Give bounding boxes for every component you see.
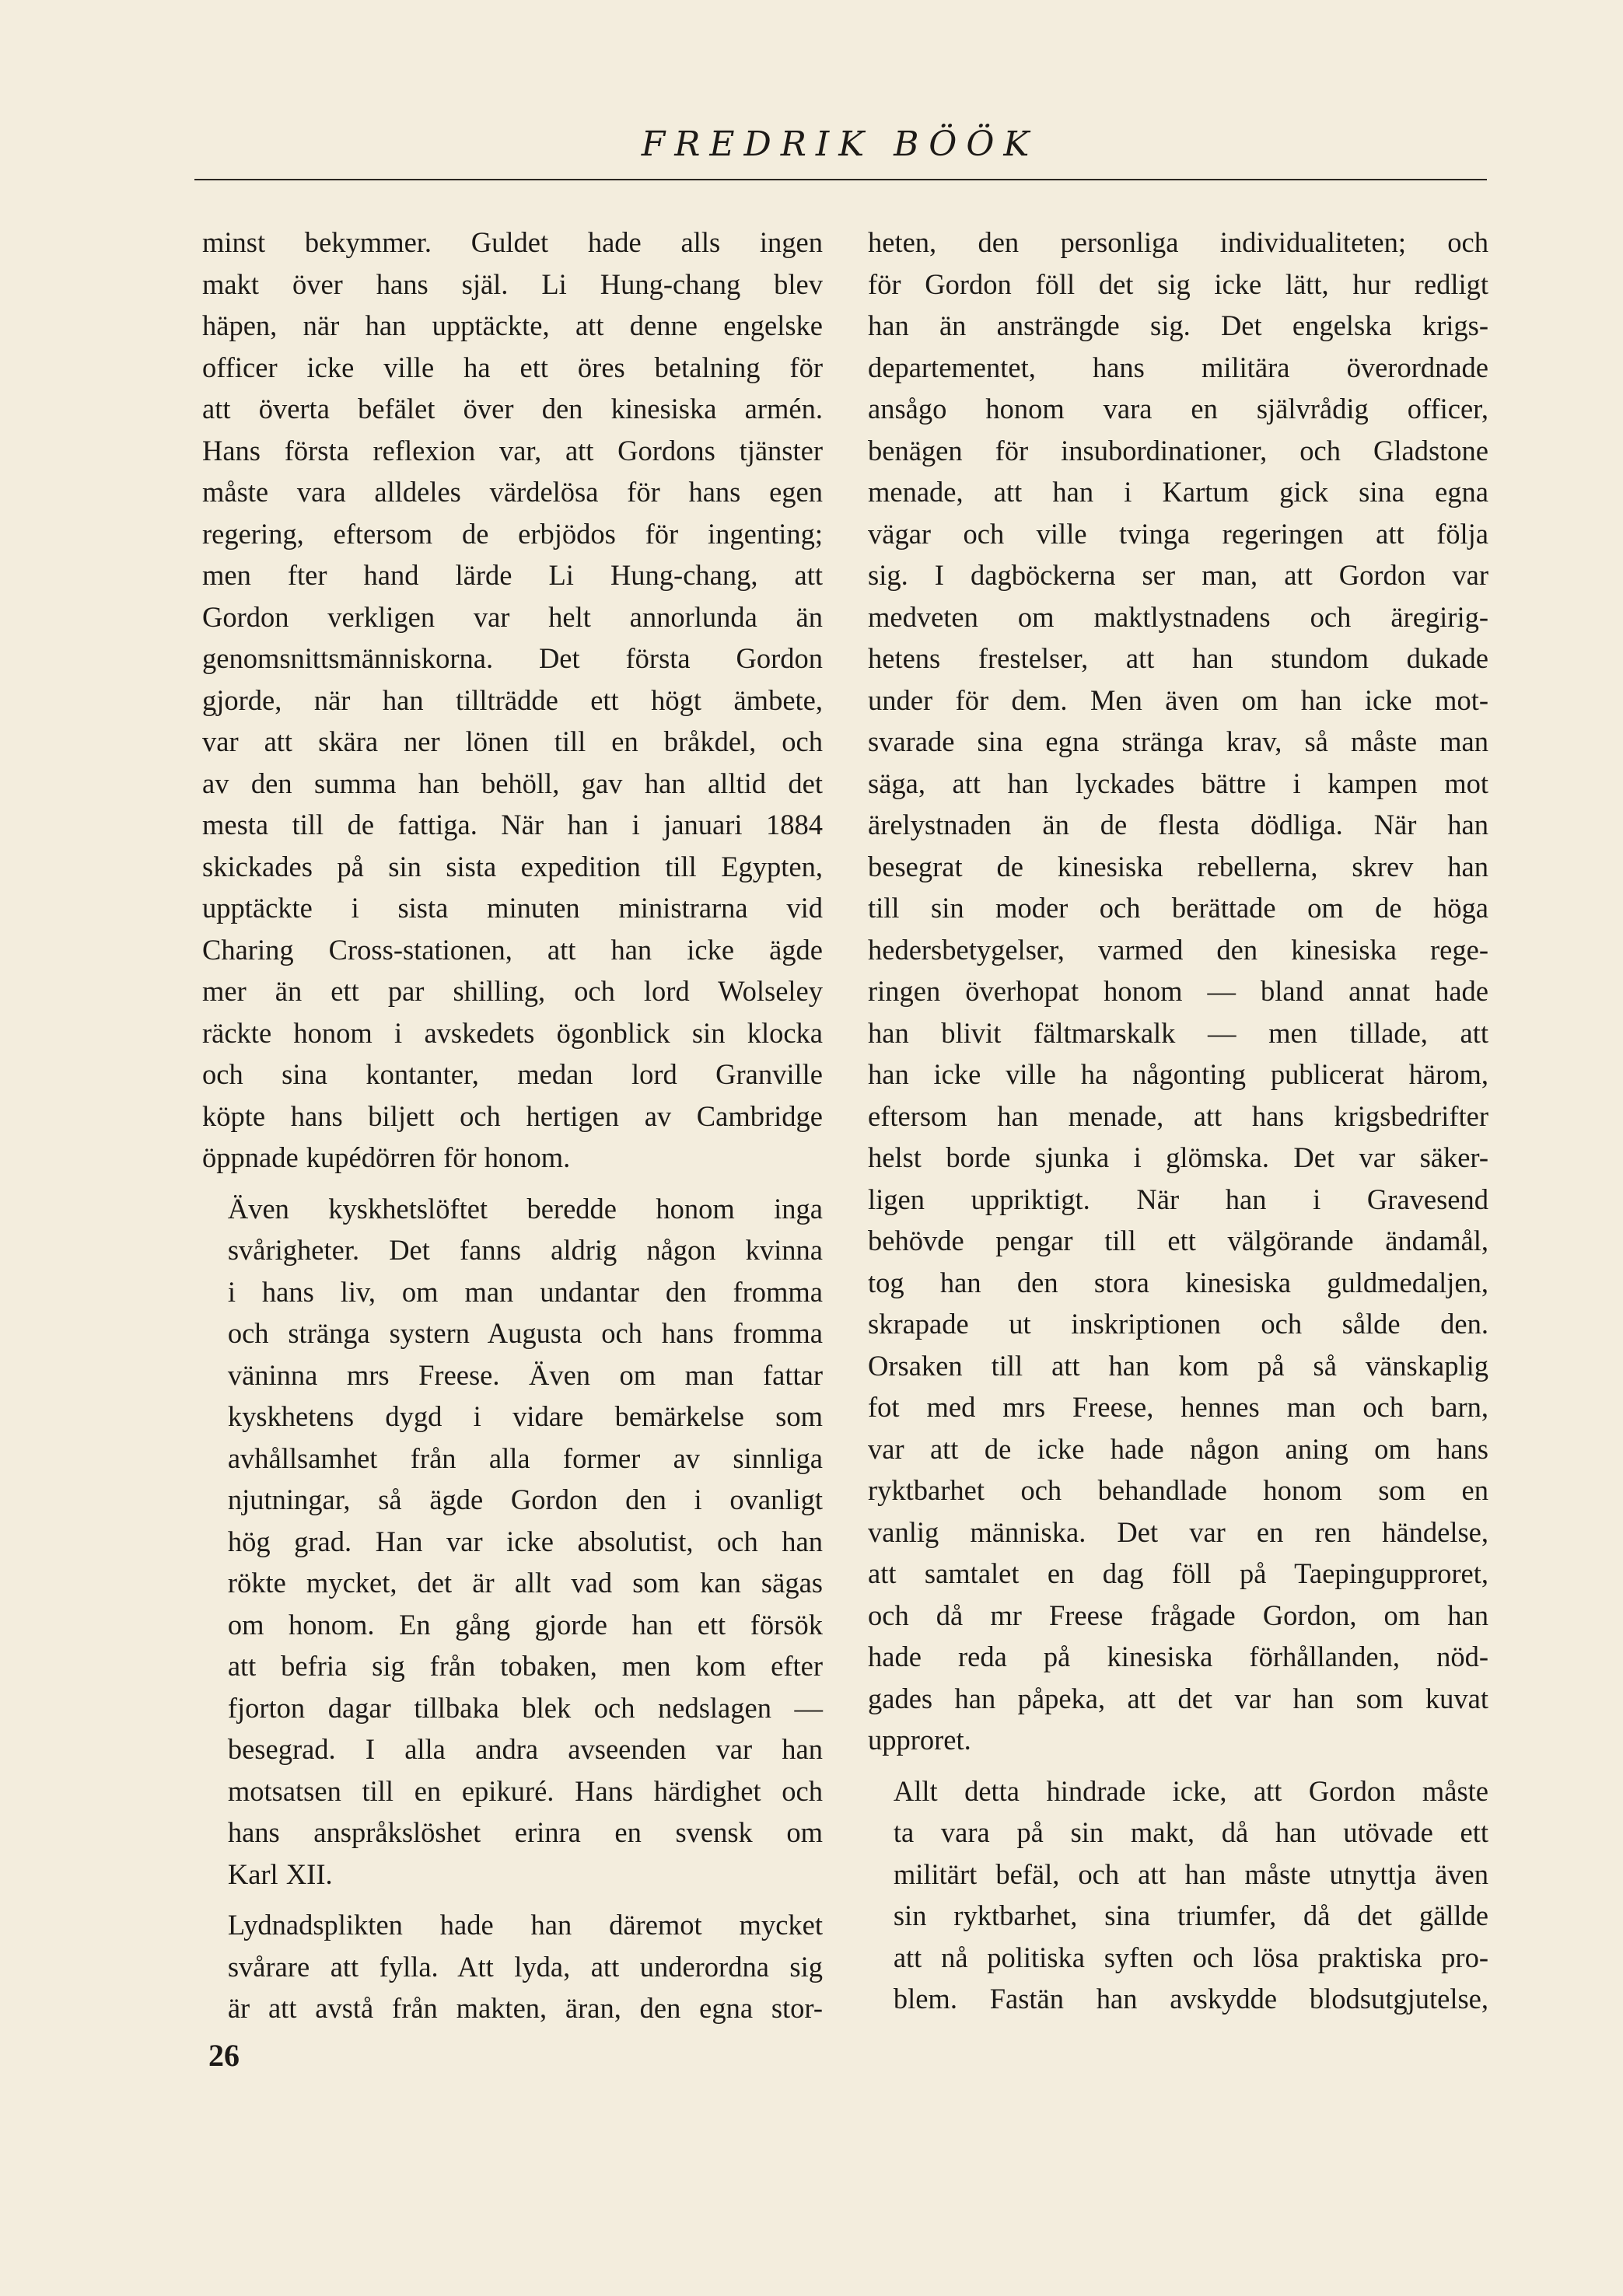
text-line: är att avstå från makten, äran, den egna stor- [227, 1992, 823, 2024]
text-line: Gordon verkligen var helt annorlunda än [202, 600, 823, 633]
text-line: Karl XII. [227, 1857, 333, 1890]
page-number: 26 [208, 2038, 240, 2073]
text-line: sig. I dagböckerna ser man, att Gordon var [868, 559, 1488, 591]
text-line: officer icke ville ha ett öres betalning för [202, 351, 823, 383]
text-line: hade reda på kinesiska förhållanden, nöd- [868, 1641, 1488, 1672]
text-line: han än ansträngde sig. Det engelska krigs- [868, 309, 1488, 341]
text-line: hög grad. Han var icke absolutist, och han [227, 1525, 823, 1557]
text-line: rökte mycket, det är allt vad som kan sägas [227, 1567, 823, 1599]
text-line: njutningar, så ägde Gordon den i ovanligt [227, 1483, 823, 1515]
text-line: sin ryktbarhet, sina triumfer, då det gällde [893, 1899, 1488, 1931]
text-line: om honom. En gång gjorde han ett försök [227, 1608, 823, 1641]
text-line: han icke ville ha någonting publicerat härom, [868, 1058, 1488, 1090]
text-line: att nå politiska syften och lösa praktiska pro- [893, 1941, 1488, 1973]
left-column [202, 222, 823, 2029]
text-line: hedersbetygelser, varmed den kinesiska rege- [868, 933, 1488, 966]
text-line: svarade sina egna stränga krav, så måste man [868, 725, 1488, 757]
text-line: svårare att fylla. Att lyda, att underordna sig [227, 1950, 823, 1983]
text-line: och då mr Freese frågade Gordon, om han [868, 1599, 1488, 1631]
right-column [868, 222, 1488, 2020]
text-line: ärelystnaden än de flesta dödliga. När han [868, 809, 1488, 840]
text-line: måste vara alldeles värdelösa för hans egen [202, 476, 823, 508]
text-line: öppnade kupédörren för honom. [202, 1141, 571, 1173]
text-line: Även kyskhetslöftet beredde honom inga [227, 1192, 823, 1225]
header-rule [194, 179, 1487, 180]
text-line: Lydnadsplikten hade han däremot mycket [227, 1909, 823, 1941]
text-line: att befria sig från tobaken, men kom efter [227, 1650, 823, 1682]
text-line: mer än ett par shilling, och lord Wolseley [202, 975, 823, 1007]
text-line: väninna mrs Freese. Även om man fattar [227, 1358, 823, 1391]
text-line: att samtalet en dag föll på Taepingupproret, [868, 1557, 1488, 1589]
text-line: heten, den personliga individualiteten; och [868, 226, 1488, 258]
text-line: och stränga systern Augusta och hans fromma [227, 1317, 823, 1349]
text-line: Hans första reflexion var, att Gordons tjänster [202, 434, 823, 467]
text-line: militärt befäl, och att han måste utnyttja även [893, 1857, 1488, 1890]
text-line: besegrad. I alla andra avseenden var han [227, 1733, 823, 1765]
text-line: svårigheter. Det fanns aldrig någon kvinna [227, 1234, 823, 1266]
text-line: att överta befälet över den kinesiska armén. [202, 393, 823, 425]
text-line: helst borde sjunka i glömska. Det var säker- [868, 1141, 1488, 1173]
text-line: regering, eftersom de erbjödos för ingenting; [202, 517, 823, 550]
text-line: och sina kontanter, medan lord Granville [202, 1058, 823, 1090]
text-line: ansågo honom vara en självrådig officer, [868, 393, 1488, 425]
text-line: köpte hans biljett och hertigen av Cambridge [202, 1099, 823, 1132]
text-line: menade, att han i Kartum gick sina egna [868, 476, 1488, 508]
text-line: departementet, hans militära överordnade [868, 351, 1488, 383]
text-line: gjorde, när han tillträdde ett högt ämbete, [202, 683, 823, 716]
text-line: var att skära ner lönen till en bråkdel, och [202, 725, 823, 757]
text-line: ringen överhopat honom — bland annat hade [868, 975, 1488, 1007]
paragraph [868, 1770, 1488, 2020]
text-line: genomsnittsmänniskorna. Det första Gordon [202, 642, 823, 674]
text-line: skickades på sin sista expedition till Egypten, [202, 850, 823, 882]
running-head: FREDRIK BÖÖK [641, 124, 1039, 164]
text-line: hans anspråkslöshet erinra en svensk om [227, 1816, 823, 1848]
text-line: räckte honom i avskedets ögonblick sin klocka [202, 1016, 823, 1049]
text-line: skrapade ut inskriptionen och sålde den. [868, 1308, 1488, 1340]
text-line: men fter hand lärde Li Hung-chang, att [202, 559, 823, 591]
text-line: ligen uppriktigt. När han i Gravesend [868, 1183, 1488, 1215]
text-line: i hans liv, om man undantar den fromma [227, 1275, 823, 1308]
text-line: mesta till de fattiga. När han i januari 1884 [202, 809, 823, 840]
text-line: häpen, när han upptäckte, att denne engelske [202, 309, 823, 341]
text-line: gades han påpeka, att det var han som kuvat [868, 1682, 1488, 1714]
text-line: av den summa han behöll, gav han alltid det [202, 767, 823, 799]
paragraph [202, 1904, 823, 2029]
text-line: makt över hans själ. Li Hung-chang blev [202, 267, 823, 300]
text-line: tog han den stora kinesiska guldmedaljen, [868, 1266, 1488, 1298]
text-line: ta vara på sin makt, då han utövade ett [893, 1816, 1488, 1848]
text-line: var att de icke hade någon aning om hans [868, 1432, 1488, 1465]
text-line: eftersom han menade, att hans krigsbedrifter [868, 1099, 1488, 1132]
text-line: benägen för insubordinationer, och Gladstone [868, 434, 1488, 467]
text-line: fjorton dagar tillbaka blek och nedslagen — [227, 1691, 823, 1724]
text-line: till sin moder och berättade om de höga [868, 892, 1488, 924]
text-line: kyskhetens dygd i vidare bemärkelse som [227, 1400, 823, 1432]
text-line: hetens frestelser, att han stundom dukade [868, 642, 1488, 674]
text-line: under för dem. Men även om han icke mot- [868, 683, 1488, 716]
paragraph [868, 222, 1488, 1761]
text-line: behövde pengar till ett välgörande ändamål, [868, 1225, 1488, 1256]
paragraph [202, 1188, 823, 1896]
text-line: upptäckte i sista minuten ministrarna vid [202, 892, 823, 924]
text-line: Allt detta hindrade icke, att Gordon måste [893, 1774, 1488, 1807]
text-line: motsatsen till en epikuré. Hans härdighet och [227, 1774, 823, 1807]
text-line: besegrat de kinesiska rebellerna, skrev han [868, 850, 1488, 882]
text-line: medveten om maktlystnadens och äregirig- [868, 600, 1488, 633]
text-line: Orsaken till att han kom på så vänskaplig [868, 1349, 1488, 1382]
text-line: säga, att han lyckades bättre i kampen mot [868, 767, 1488, 799]
text-line: vanlig människa. Det var en ren händelse, [868, 1515, 1488, 1548]
text-line: ryktbarhet och behandlade honom som en [868, 1474, 1488, 1506]
text-line: Charing Cross-stationen, att han icke ägde [202, 933, 823, 966]
text-line: han blivit fältmarskalk — men tillade, att [868, 1016, 1488, 1049]
text-line: för Gordon föll det sig icke lätt, hur redligt [868, 267, 1488, 300]
text-line: minst bekymmer. Guldet hade alls ingen [202, 226, 823, 258]
paragraph [202, 222, 823, 1179]
text-line: avhållsamhet från alla former av sinnliga [227, 1442, 823, 1474]
text-line: fot med mrs Freese, hennes man och barn, [868, 1391, 1488, 1423]
text-line: blem. Fastän han avskydde blodsutgjutelse, [893, 1983, 1488, 2015]
text-line: upproret. [868, 1724, 971, 1756]
text-line: vägar och ville tvinga regeringen att följa [868, 517, 1488, 550]
